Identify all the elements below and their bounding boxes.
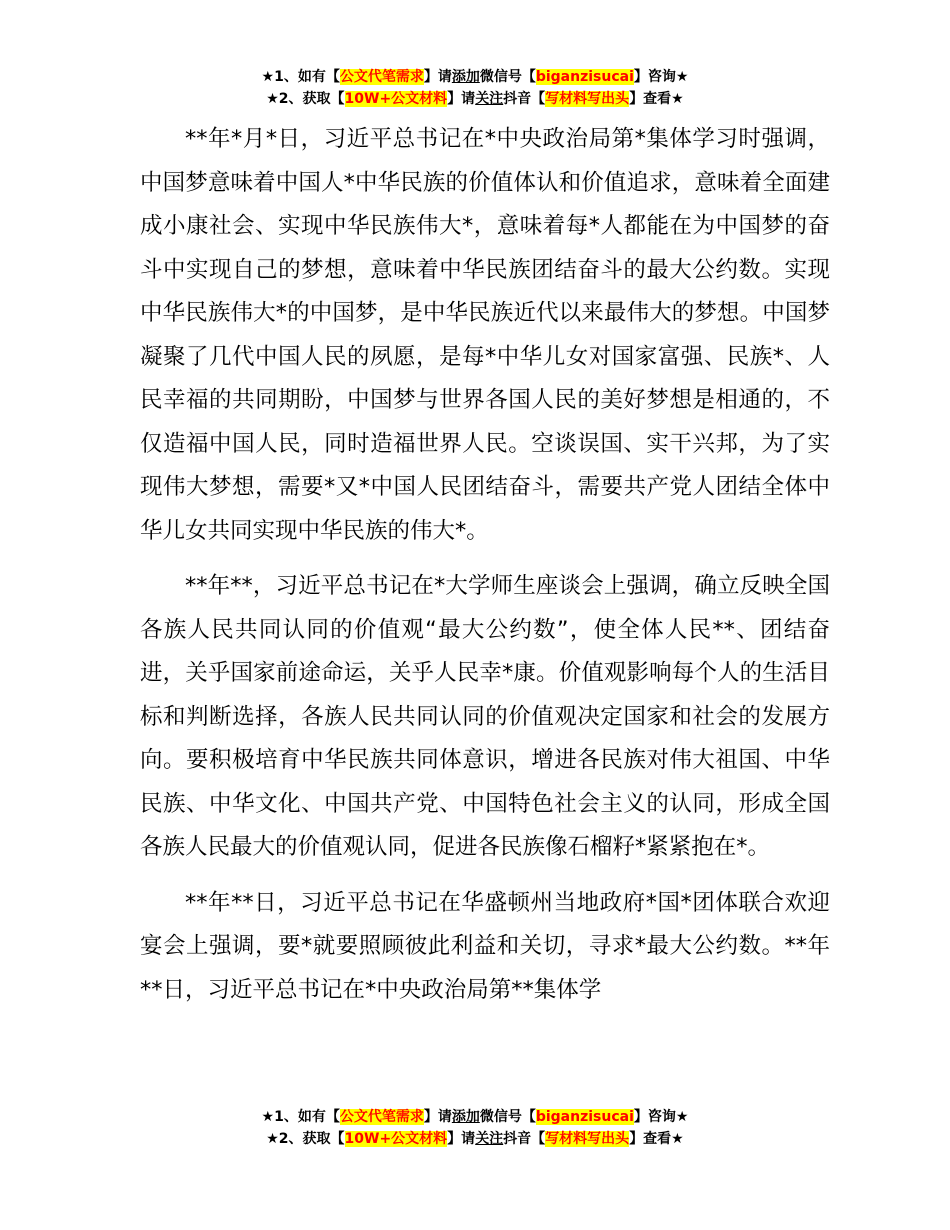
promo-highlight: 公文代笔需求 (339, 69, 424, 85)
promo-text: 】请 (423, 69, 452, 85)
promo-banner-top (0, 66, 950, 110)
promo-text: ★2、获取【 (266, 1131, 345, 1147)
promo-text: 抖音【 (503, 91, 546, 107)
promo-text: 】请 (447, 1131, 476, 1147)
promo-text: 】请 (447, 91, 476, 107)
promo-highlight: biganzisucai (535, 1109, 634, 1125)
promo-text: 微信号【 (479, 1109, 536, 1125)
promo-banner-bottom (0, 1106, 950, 1150)
promo-highlight: 写材料写出头 (545, 1131, 630, 1147)
promo-underline: 添加 (451, 69, 480, 85)
promo-underline: 添加 (451, 1109, 480, 1125)
promo-text: 】查看★ (629, 91, 684, 107)
promo-line-1 (0, 1106, 950, 1128)
promo-text: ★1、如有【 (261, 69, 340, 85)
promo-highlight: 写材料写出头 (545, 91, 630, 107)
promo-text: 】请 (423, 1109, 452, 1125)
paragraph-2: **年**，习近平总书记在*大学师生座谈会上强调，确立反映全国各族人民共同认同的价值观“最大公约数”，使全体人民**、团结奋进，关乎国家前途命运，关乎人民幸*康。价值观影响每个人的生活目标和判断选择，各族人民共同认同的价值观决定国家和社会的发展方向。要积极培育中华民族共同体意识，增进各民族对伟大祖国、中华民族、中华文化、中国共产党、中国特色社会主义的认同，形成全国各族人民最大的价值观认同，促进各民族像石榴籽*紧紧抱在*。 (140, 573, 830, 860)
promo-highlight: 10W+公文材料 (344, 91, 448, 107)
paragraph-1: **年*月*日，习近平总书记在*中央政治局第*集体学习时强调，中国梦意味着中国人*中华民族的价值体认和价值追求，意味着全面建成小康社会、实现中华民族伟大*，意味着每*人都能在为中国梦的奋斗中实现自己的梦想，意味着中华民族团结奋斗的最大公约数。实现中华民族伟大*的中国梦，是中华民族近代以来最伟大的梦想。中国梦凝聚了几代中国人民的夙愿，是每*中华儿女对国家富强、民族*、人民幸福的共同期盼，中国梦与世界各国人民的美好梦想是相通的，不仅造福中国人民，同时造福世界人民。空谈误国、实干兴邦，为了实现伟大梦想，需要*又*中国人民团结奋斗，需要共产党人团结全体中华儿女共同实现中华民族的伟大*。 (140, 126, 830, 544)
document-body (140, 118, 830, 1024)
promo-line-2 (0, 88, 950, 110)
promo-underline: 关注 (475, 91, 504, 107)
promo-highlight: 10W+公文材料 (344, 1131, 448, 1147)
promo-text: 】咨询★ (633, 69, 689, 85)
promo-text: 抖音【 (503, 1131, 546, 1147)
promo-line-1 (0, 66, 950, 88)
promo-text: 】咨询★ (633, 1109, 689, 1125)
promo-line-2 (0, 1128, 950, 1150)
promo-highlight: 公文代笔需求 (339, 1109, 424, 1125)
promo-text: ★2、获取【 (266, 91, 345, 107)
promo-text: ★1、如有【 (261, 1109, 340, 1125)
promo-underline: 关注 (475, 1131, 504, 1147)
promo-highlight: biganzisucai (535, 69, 634, 85)
paragraph-3: **年**日，习近平总书记在华盛顿州当地政府*国*团体联合欢迎宴会上强调，要*就要照顾彼此利益和关切，寻求*最大公约数。**年**日，习近平总书记在*中央政治局第**集体学 (140, 889, 830, 1003)
promo-text: 微信号【 (479, 69, 536, 85)
promo-text: 】查看★ (629, 1131, 684, 1147)
